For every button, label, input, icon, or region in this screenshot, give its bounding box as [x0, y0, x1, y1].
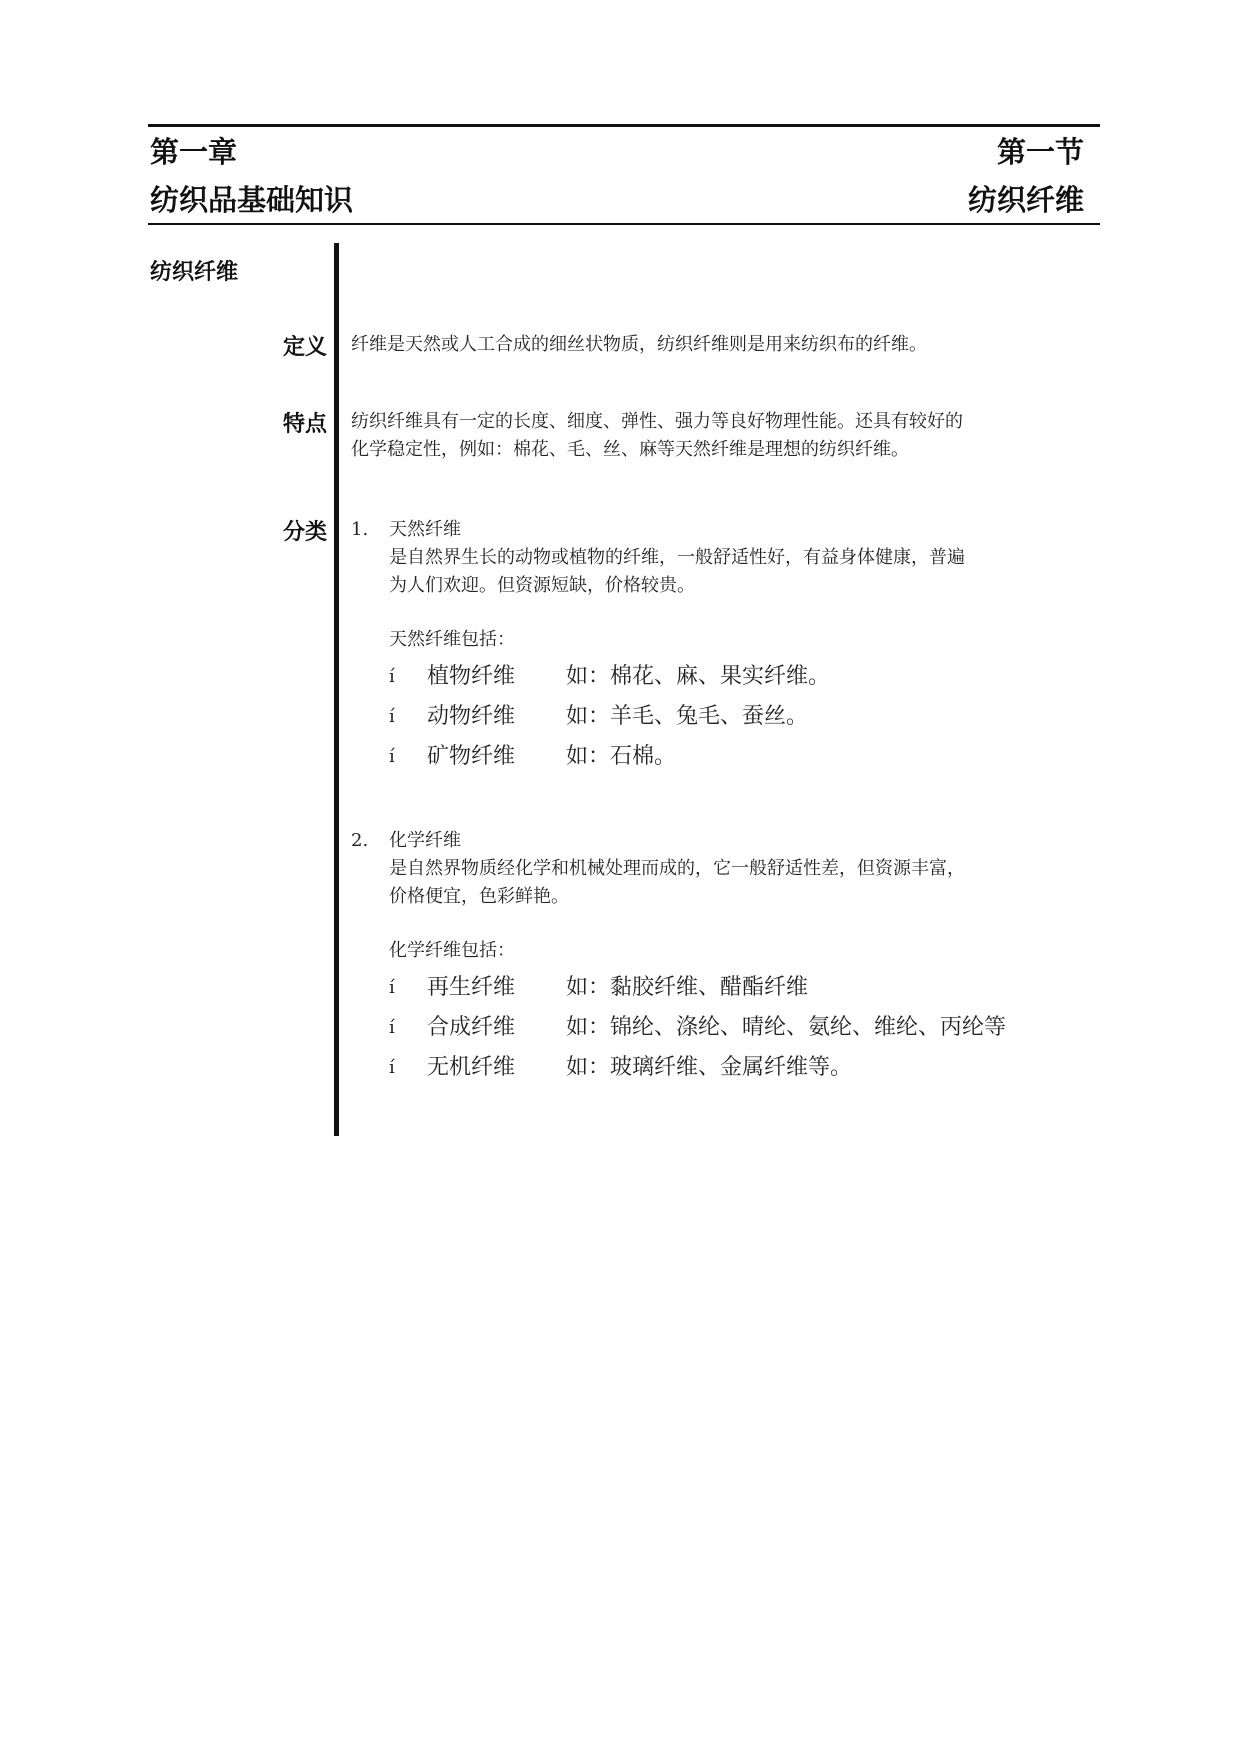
fiber-example: 如：锦纶、涤纶、晴纶、氨纶、维纶、丙纶等 — [566, 1015, 1007, 1040]
natural-number: 1. — [351, 519, 369, 540]
natural-includes: 天然纤维包括： — [389, 629, 515, 650]
chapter-number: 第一章 — [150, 135, 238, 169]
content-divider — [334, 243, 339, 1136]
bullet-icon: í — [389, 1017, 395, 1038]
fiber-example: 如：玻璃纤维、金属纤维等。 — [566, 1055, 853, 1080]
bullet-icon: í — [389, 977, 395, 998]
classification-label: 分类 — [282, 520, 327, 545]
features-text-line1: 纺织纤维具有一定的长度、细度、弹性、强力等良好物理性能。还具有较好的 — [351, 411, 963, 432]
bullet-icon: í — [389, 746, 395, 767]
chemical-includes: 化学纤维包括： — [389, 940, 515, 961]
fiber-name: 矿物纤维 — [427, 744, 516, 769]
fiber-name: 再生纤维 — [427, 975, 516, 1000]
fiber-example: 如：羊毛、兔毛、蚕丝。 — [566, 704, 809, 729]
bullet-icon: í — [389, 666, 395, 687]
bullet-icon: í — [389, 1057, 395, 1078]
header-top-rule — [148, 124, 1100, 127]
natural-desc-line1: 是自然界生长的动物或植物的纤维，一般舒适性好，有益身体健康，普遍 — [389, 547, 965, 568]
features-label: 特点 — [282, 412, 327, 437]
fiber-example: 如：棉花、麻、果实纤维。 — [566, 664, 831, 689]
natural-desc-line2: 为人们欢迎。但资源短缺，价格较贵。 — [389, 575, 695, 596]
chemical-desc-line1: 是自然界物质经化学和机械处理而成的，它一般舒适性差，但资源丰富， — [389, 858, 965, 879]
bullet-icon: í — [389, 706, 395, 727]
features-text-line2: 化学稳定性，例如：棉花、毛、丝、麻等天然纤维是理想的纺织纤维。 — [351, 439, 909, 460]
natural-title: 天然纤维 — [389, 519, 461, 540]
fiber-name: 合成纤维 — [427, 1015, 516, 1040]
chemical-title: 化学纤维 — [389, 830, 461, 851]
fiber-name: 植物纤维 — [427, 664, 516, 689]
fiber-example: 如：石棉。 — [566, 744, 677, 769]
section-title: 纺织纤维 — [967, 183, 1084, 217]
section-number: 第一节 — [996, 135, 1084, 169]
definition-label: 定义 — [282, 335, 327, 360]
chemical-number: 2. — [351, 830, 369, 851]
fiber-example: 如：黏胶纤维、醋酯纤维 — [566, 975, 809, 1000]
chemical-desc-line2: 价格便宜，色彩鲜艳。 — [389, 886, 569, 907]
fiber-name: 无机纤维 — [427, 1055, 516, 1080]
header-bottom-rule — [148, 223, 1100, 225]
topic-heading: 纺织纤维 — [150, 260, 239, 285]
chapter-title: 纺织品基础知识 — [150, 183, 354, 217]
fiber-name: 动物纤维 — [427, 704, 516, 729]
definition-text: 纤维是天然或人工合成的细丝状物质，纺织纤维则是用来纺织布的纤维。 — [351, 334, 927, 355]
